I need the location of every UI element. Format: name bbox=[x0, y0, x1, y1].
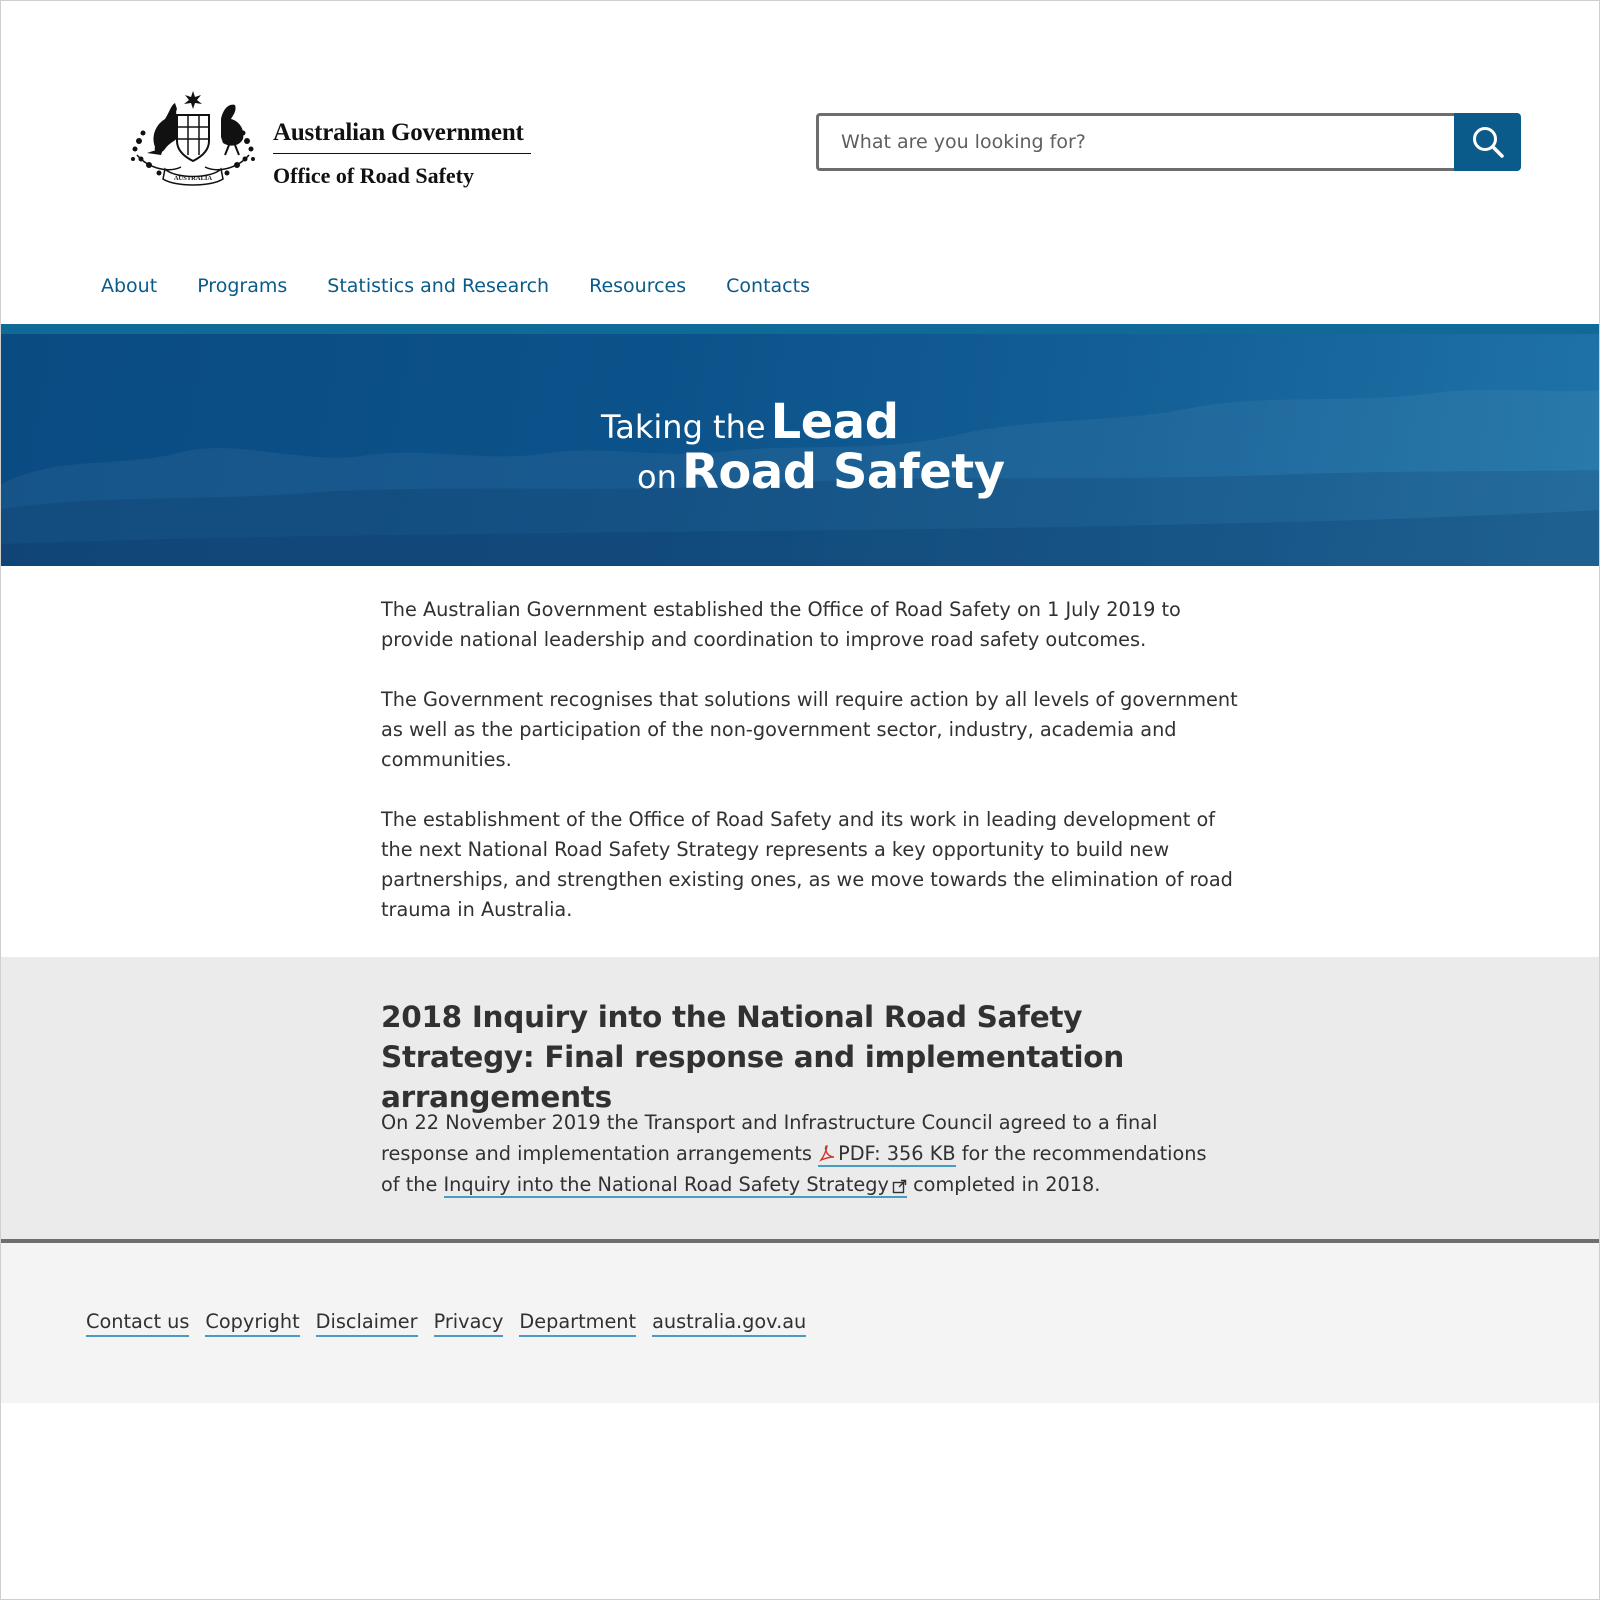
hero-top-bar bbox=[1, 324, 1599, 334]
nav-item-contacts[interactable]: Contacts bbox=[726, 275, 810, 297]
logo-office-text: Office of Road Safety bbox=[273, 163, 475, 188]
intro-section bbox=[381, 595, 1241, 955]
hero-banner bbox=[1, 334, 1599, 566]
external-link-icon bbox=[892, 1179, 907, 1194]
inquiry-text-before: On 22 November 2019 the Transport and Infrastructure Council agreed to a final response and implementation arrangements bbox=[381, 1111, 1158, 1165]
inquiry-external-link[interactable] bbox=[444, 1173, 907, 1198]
site-header bbox=[1, 1, 1599, 324]
main-nav bbox=[101, 275, 850, 305]
search-input[interactable] bbox=[816, 113, 1454, 171]
inquiry-link-label: Inquiry into the National Road Safety Strategy bbox=[443, 1173, 889, 1196]
hero-title-line-2 bbox=[637, 444, 1004, 500]
hero-light-text-1: Taking the bbox=[601, 408, 766, 446]
footer-link-department[interactable]: Department bbox=[519, 1309, 636, 1337]
crest-scroll-label: AUSTRALIA bbox=[173, 175, 213, 182]
pdf-link[interactable] bbox=[818, 1142, 956, 1167]
search-icon bbox=[1471, 125, 1505, 159]
site-logo[interactable] bbox=[125, 89, 545, 197]
coat-of-arms-icon bbox=[125, 89, 261, 195]
nav-item-programs[interactable]: Programs bbox=[197, 275, 288, 297]
hero-title-line-1 bbox=[601, 394, 899, 450]
inquiry-paragraph bbox=[381, 1107, 1231, 1200]
intro-paragraph: The establishment of the Office of Road Safety and its work in leading development of the next National Road Safety Strategy represents a key opportunity to build new partnerships, and strengthen existing ones, as we move towards the elimination of road trauma in Australia. bbox=[381, 808, 1233, 921]
inquiry-section bbox=[1, 957, 1599, 1239]
inquiry-heading: 2018 Inquiry into the National Road Safety Strategy: Final response and implementation arrangements bbox=[381, 1000, 1124, 1114]
footer-link-contact-us[interactable]: Contact us bbox=[86, 1309, 189, 1337]
logo-government-text: Australian Government bbox=[273, 119, 524, 146]
logo-divider bbox=[273, 153, 531, 154]
nav-item-statistics-and-research[interactable]: Statistics and Research bbox=[327, 275, 550, 297]
footer-link-disclaimer[interactable]: Disclaimer bbox=[316, 1309, 418, 1337]
pdf-link-label: PDF: 356 KB bbox=[838, 1142, 956, 1165]
hero-bold-text-2: Road Safety bbox=[681, 444, 1005, 500]
inquiry-text-after: completed in 2018. bbox=[906, 1173, 1101, 1196]
search-button[interactable] bbox=[1454, 113, 1521, 171]
footer-links bbox=[86, 1309, 822, 1337]
hero-bold-text-1: Lead bbox=[770, 394, 899, 450]
pdf-icon bbox=[818, 1144, 836, 1162]
intro-paragraph: The Australian Government established the Office of Road Safety on 1 July 2019 to provide national leadership and coordination to improve road safety outcomes. bbox=[381, 598, 1181, 651]
hero-light-text-2: on bbox=[637, 458, 677, 496]
nav-item-resources[interactable]: Resources bbox=[589, 275, 687, 297]
footer-link-copyright[interactable]: Copyright bbox=[205, 1309, 299, 1337]
search-form bbox=[816, 113, 1521, 171]
intro-paragraph: The Government recognises that solutions will require action by all levels of government as well as the participation of the non-government sector, industry, academia and communities. bbox=[381, 688, 1238, 771]
site-footer bbox=[1, 1243, 1599, 1403]
nav-item-about[interactable]: About bbox=[101, 275, 158, 297]
footer-link-privacy[interactable]: Privacy bbox=[434, 1309, 504, 1337]
footer-link-australia-gov-au[interactable]: australia.gov.au bbox=[652, 1309, 806, 1337]
inquiry-text-middle: for the recommendations of the bbox=[381, 1142, 1207, 1196]
